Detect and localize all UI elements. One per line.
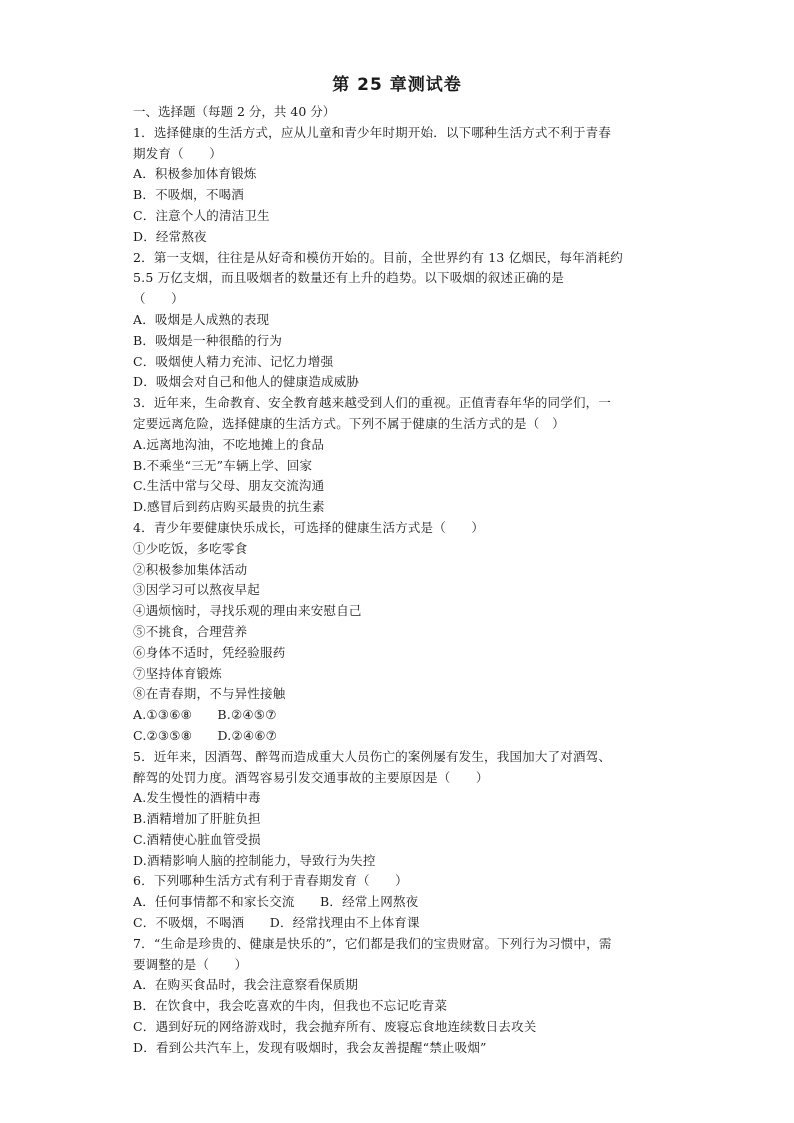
answer-option: D．经常熬夜 (133, 228, 207, 244)
statement-item: ③因学习可以熬夜早起 (133, 582, 261, 598)
page-title: 第 25 章测试卷 (332, 75, 462, 95)
question-stem: 定要远离危险，选择健康的生活方式。下列不属于健康的生活方式的是（ ） (133, 415, 565, 431)
question-stem: 6．下列哪种生活方式有利于青春期发育（ ） (133, 873, 408, 889)
statement-item: ①少吃饭，多吃零食 (133, 540, 248, 556)
exam-body (133, 102, 668, 1059)
answer-option: B．不吸烟，不喝酒 (133, 187, 244, 203)
statement-item: ⑤不挑食，合理营养 (133, 623, 248, 639)
question-stem: 4．青少年要健康快乐成长，可选择的健康生活方式是（ ） (133, 519, 485, 535)
answer-option: A.①③⑥⑧ B.②④⑤⑦ (133, 707, 277, 723)
answer-option: C.②③⑤⑧ D.②④⑥⑦ (133, 727, 278, 743)
question-stem: 1．选择健康的生活方式，应从儿童和青少年时期开始．以下哪种生活方式不利于青春 (133, 124, 612, 140)
question-stem: 5.5 万亿支烟，而且吸烟者的数量还有上升的趋势。以下吸烟的叙述正确的是 (133, 270, 565, 286)
answer-option: A．积极参加体育锻炼 (133, 166, 257, 182)
statement-item: ⑥身体不适时，凭经验服药 (133, 644, 286, 660)
statement-item: ⑧在青春期，不与异性接触 (133, 686, 286, 702)
answer-option: D.酒精影响人脑的控制能力，导致行为失控 (133, 852, 376, 868)
statement-item: ⑦坚持体育锻炼 (133, 665, 222, 681)
answer-option: C．不吸烟，不喝酒 D．经常找理由不上体育课 (133, 915, 420, 931)
answer-option: B.不乘坐“三无”车辆上学、回家 (133, 457, 313, 473)
answer-option: C．注意个人的清洁卫生 (133, 207, 270, 223)
question-stem: 期发育（ ） (133, 145, 222, 161)
question-stem: 要调整的是（ ） (133, 956, 248, 972)
answer-option: A．在购买食品时，我会注意察看保质期 (133, 977, 359, 993)
answer-option: C．遇到好玩的网络游戏时，我会抛弃所有、废寝忘食地连续数日去攻关 (133, 1019, 537, 1035)
question-stem: 7．“生命是珍贵的、健康是快乐的”，它们都是我们的宝贵财富。下列行为习惯中，需 (133, 935, 612, 951)
statement-item: ④遇烦恼时，寻找乐观的理由来安慰自己 (133, 603, 362, 619)
question-stem: 2．第一支烟，往往是从好奇和模仿开始的。目前，全世界约有 13 亿烟民，每年消耗约 (133, 249, 624, 265)
section-heading: 一、选择题（每题 2 分，共 40 分） (133, 104, 336, 119)
question-stem: （ ） (133, 291, 184, 307)
answer-option: C．吸烟使人精力充沛、记忆力增强 (133, 353, 334, 369)
answer-option: A.远离地沟油，不吃地摊上的食品 (133, 436, 325, 452)
answer-option: A．任何事情都不和家长交流 B．经常上网熬夜 (133, 894, 419, 910)
question-stem: 5．近年来，因酒驾、醉驾而造成重大人员伤亡的案例屡有发生，我国加大了对酒驾、 (133, 748, 612, 764)
answer-option: C.酒精使心脏血管受损 (133, 831, 261, 847)
question-stem: 醉驾的处罚力度。酒驾容易引发交通事故的主要原因是（ ） (133, 769, 489, 785)
answer-option: A．吸烟是人成熟的表现 (133, 311, 270, 327)
answer-option: A.发生慢性的酒精中毒 (133, 790, 261, 806)
answer-option: D．吸烟会对自己和他人的健康造成威胁 (133, 374, 360, 390)
answer-option: D．看到公共汽车上，发现有吸烟时，我会友善提醒“禁止吸烟” (133, 1039, 487, 1055)
answer-option: B．在饮食中，我会吃喜欢的牛肉，但我也不忘记吃青菜 (133, 998, 448, 1014)
answer-option: B．吸烟是一种很酷的行为 (133, 332, 283, 348)
statement-item: ②积极参加集体活动 (133, 561, 248, 577)
question-stem: 3．近年来，生命教育、安全教育越来越受到人们的重视。正值青春年华的同学们，一 (133, 395, 612, 411)
answer-option: B.酒精增加了肝脏负担 (133, 811, 261, 827)
answer-option: D.感冒后到药店购买最贵的抗生素 (133, 499, 325, 515)
answer-option: C.生活中常与父母、朋友交流沟通 (133, 478, 325, 494)
